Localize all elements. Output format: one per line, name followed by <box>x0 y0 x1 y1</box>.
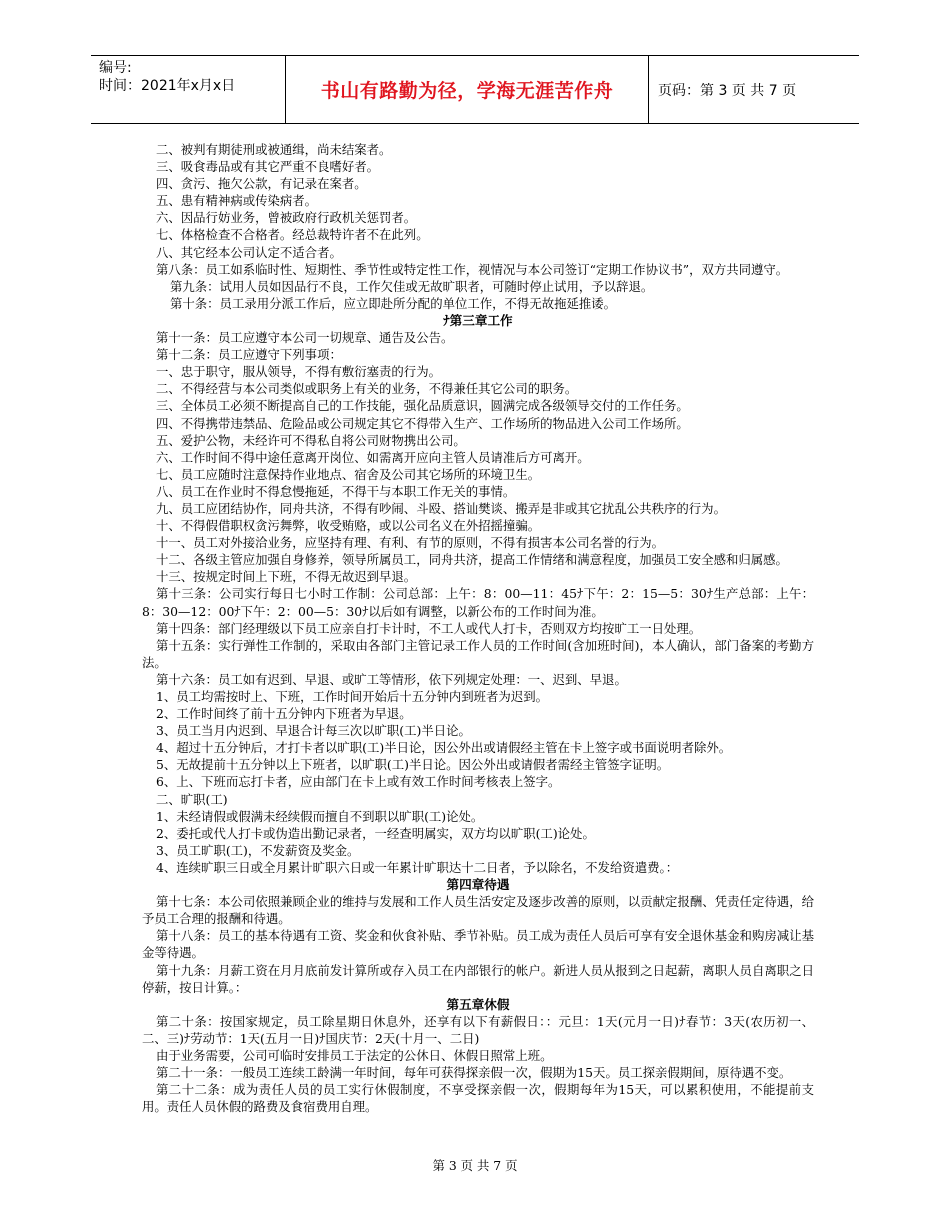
body-paragraph: 六、因品行妨业务，曾被政府行政机关惩罚者。 <box>156 210 417 226</box>
body-paragraph: 第十条：员工录用分派工作后，应立即赴所分配的单位工作，不得无故拖延推诿。 <box>170 295 617 311</box>
body-paragraph: 第十六条：员工如有迟到、早退、或旷工等情形，依下列规定处理：一、迟到、早退。 <box>156 671 627 687</box>
body-paragraph: 第十一条：员工应遵守本公司一切规章、通告及公告。 <box>156 330 454 346</box>
body-paragraph: 3、员工旷职(工)，不发薪资及奖金。 <box>156 842 360 858</box>
chapter-heading: 第五章休假 <box>446 996 510 1012</box>
body-paragraph: 第十九条：月薪工资在月月底前发计算所或存入员工在内部银行的帐户。新进人员从报到之日起薪，离职人员自离职之日停薪，按日计算。： <box>142 962 814 995</box>
chapter-heading: 第四章待遇 <box>446 877 510 893</box>
body-paragraph: 第十二条：员工应遵守下列事项： <box>156 347 342 363</box>
body-paragraph: 十、不得假借职权贪污舞弊，收受贿赂，或以公司名义在外招摇撞骗。 <box>156 518 541 534</box>
chapter-heading: ﾅ第三章工作 <box>443 312 513 328</box>
header-motto-cell <box>285 56 649 123</box>
body-paragraph: 第十四条：部门经理级以下员工应亲自打卡计时，不工人或代人打卡，否则双方均按旷工一日处理。 <box>156 620 702 636</box>
body-paragraph: 第二十二条：成为责任人员的员工实行休假制度，不享受探亲假一次，假期每年为15天，可以累积使用，不能提前支用。责任人员休假的路费及食宿费用自理。 <box>142 1082 814 1115</box>
body-paragraph: 三、全体员工必须不断提高自己的工作技能，强化品质意识，圆满完成各级领导交付的工作任务。 <box>156 398 689 414</box>
body-paragraph: 第八条：员工如系临时性、短期性、季节性或特定性工作，视情况与本公司签订“定期工作协议书”，双方共同遵守。 <box>156 261 789 277</box>
page-header <box>91 55 859 124</box>
body-paragraph: 七、员工应随时注意保持作业地点、宿舍及公司其它场所的环境卫生。 <box>156 466 541 482</box>
body-paragraph: 二、被判有期徒刑或被通缉，尚未结案者。 <box>156 142 392 157</box>
body-paragraph: 第九条：试用人员如因品行不良，工作欠佳或无故旷职者，可随时停止试用，予以辞退。 <box>170 278 654 294</box>
body-paragraph: 第二十一条：一般员工连续工龄满一年时间，每年可获得探亲假一次，假期为15天。员工探亲假期间，原待遇不变。 <box>156 1065 792 1081</box>
body-paragraph: 四、贪污、拖欠公款，有记录在案者。 <box>156 176 367 192</box>
body-paragraph: 第十五条：实行弹性工作制的，采取由各部门主管记录工作人员的工作时间(含加班时间)，本人确认，部门备案的考勤方法。 <box>142 637 814 670</box>
body-paragraph: 三、吸食毒品或有其它严重不良嗜好者。 <box>156 159 380 175</box>
body-paragraph: 2、工作时间终了前十五分钟内下班者为早退。 <box>156 706 412 722</box>
header-meta-cell <box>91 56 285 123</box>
body-paragraph: 2、委托或代人打卡或伪造出勤记录者，一经查明属实，双方均以旷职(工)论处。 <box>156 825 595 841</box>
body-paragraph: 七、体格检查不合格者。经总裁特许者不在此列。 <box>156 227 429 243</box>
page-footer: 第 3 页 共 7 页 <box>432 1158 518 1173</box>
body-paragraph: 4、超过十五分钟后，才打卡者以旷职(工)半日论，因公外出或请假经主管在卡上签字或书面说明者除外。 <box>156 740 732 756</box>
body-paragraph: 八、员工在作业时不得怠慢拖延，不得干与本职工作无关的事情。 <box>156 483 516 499</box>
body-paragraph: 八、其它经本公司认定不适合者。 <box>156 244 342 260</box>
body-paragraph: 十三、按规定时间上下班，不得无故迟到早退。 <box>156 569 417 585</box>
body-paragraph: 二、旷职(工) <box>156 791 228 807</box>
body-paragraph: 五、患有精神病或传染病者。 <box>156 193 318 209</box>
document-date-label: 时间：2021年x月x日 <box>99 78 236 94</box>
body-paragraph: 九、员工应团结协作，同舟共济，不得有吵闹、斗殴、搭讪樊谈、搬弄是非或其它扰乱公共秩序的行为。 <box>156 500 726 516</box>
body-paragraph: 3、员工当月内迟到、早退合计每三次以旷职(工)半日论。 <box>156 723 471 739</box>
document-body <box>142 141 814 1115</box>
body-paragraph: 五、爱护公物，未经许可不得私自将公司财物携出公司。 <box>156 432 466 448</box>
body-paragraph: 十一、员工对外接洽业务，应坚持有理、有利、有节的原则，不得有损害本公司名誉的行为。 <box>156 535 665 551</box>
body-paragraph: 第十三条：公司实行每日七小时工作制：公司总部：上午：8：00—11：45ﾅ下午：2：15—5：30ﾅ生产总部：上午：8：30—12：00ﾅ下午：2：00—5：30ﾅ以后如有调整，以新公布的工作时间为准。 <box>142 586 814 619</box>
body-paragraph: 1、员工均需按时上、下班，工作时间开始后十五分钟内到班者为迟到。 <box>156 689 548 704</box>
body-paragraph: 十二、各级主管应加强自身修养，领导所属员工，同舟共济，提高工作情绪和满意程度，加强员工安全感和归属感。 <box>156 552 788 568</box>
body-paragraph: 5、无故提前十五分钟以上下班者，以旷职(工)半日论。因公外出或请假者需经主管签字证明。 <box>156 757 670 773</box>
document-number-label: 编号: <box>99 60 132 76</box>
body-paragraph: 第十八条：员工的基本待遇有工资、奖金和伙食补贴、季节补贴。员工成为责任人员后可享有安全退休基金和购房减让基金等待遇。 <box>142 928 814 961</box>
body-paragraph: 6、上、下班而忘打卡者，应由部门在卡上或有效工作时间考核表上签字。 <box>156 774 561 790</box>
body-paragraph: 四、不得携带违禁品、危险品或公司规定其它不得带入生产、工作场所的物品进入公司工作场所。 <box>156 415 689 431</box>
body-paragraph: 一、忠于职守，服从领导，不得有敷衍塞责的行为。 <box>156 364 441 380</box>
header-motto: 书山有路勤为径，学海无涯苦作舟 <box>320 80 614 102</box>
body-paragraph: 第十七条：本公司依照兼顾企业的维持与发展和工作人员生活安定及逐步改善的原则，以贡献定报酬、凭责任定待遇，给予员工合理的报酬和待遇。 <box>142 894 814 927</box>
header-page-cell <box>648 56 859 123</box>
body-paragraph: 由于业务需要，公司可临时安排员工于法定的公休日、休假日照常上班。 <box>156 1047 553 1063</box>
body-paragraph: 1、未经请假或假满未经续假而擅自不到职以旷职(工)论处。 <box>156 808 484 824</box>
body-paragraph: 二、不得经营与本公司类似或职务上有关的业务，不得兼任其它公司的职务。 <box>156 381 578 397</box>
header-page-number: 页码：第 3 页 共 7 页 <box>658 82 797 99</box>
body-paragraph: 第二十条：按国家规定，员工除星期日休息外，还享有以下有薪假日：：元旦：1天(元月一日)ﾅ春节：3天(农历初一、二、三)ﾅ劳动节：1天(五月一日)ﾅ国庆节：2天(十月一、二日) <box>142 1013 814 1046</box>
body-paragraph: 六、工作时间不得中途任意离开岗位、如需离开应向主管人员请准后方可离开。 <box>156 449 590 465</box>
body-paragraph: 4、连续旷职三日或全月累计旷职六日或一年累计旷职达十二日者，予以除名，不发给资遣费。： <box>156 859 679 875</box>
